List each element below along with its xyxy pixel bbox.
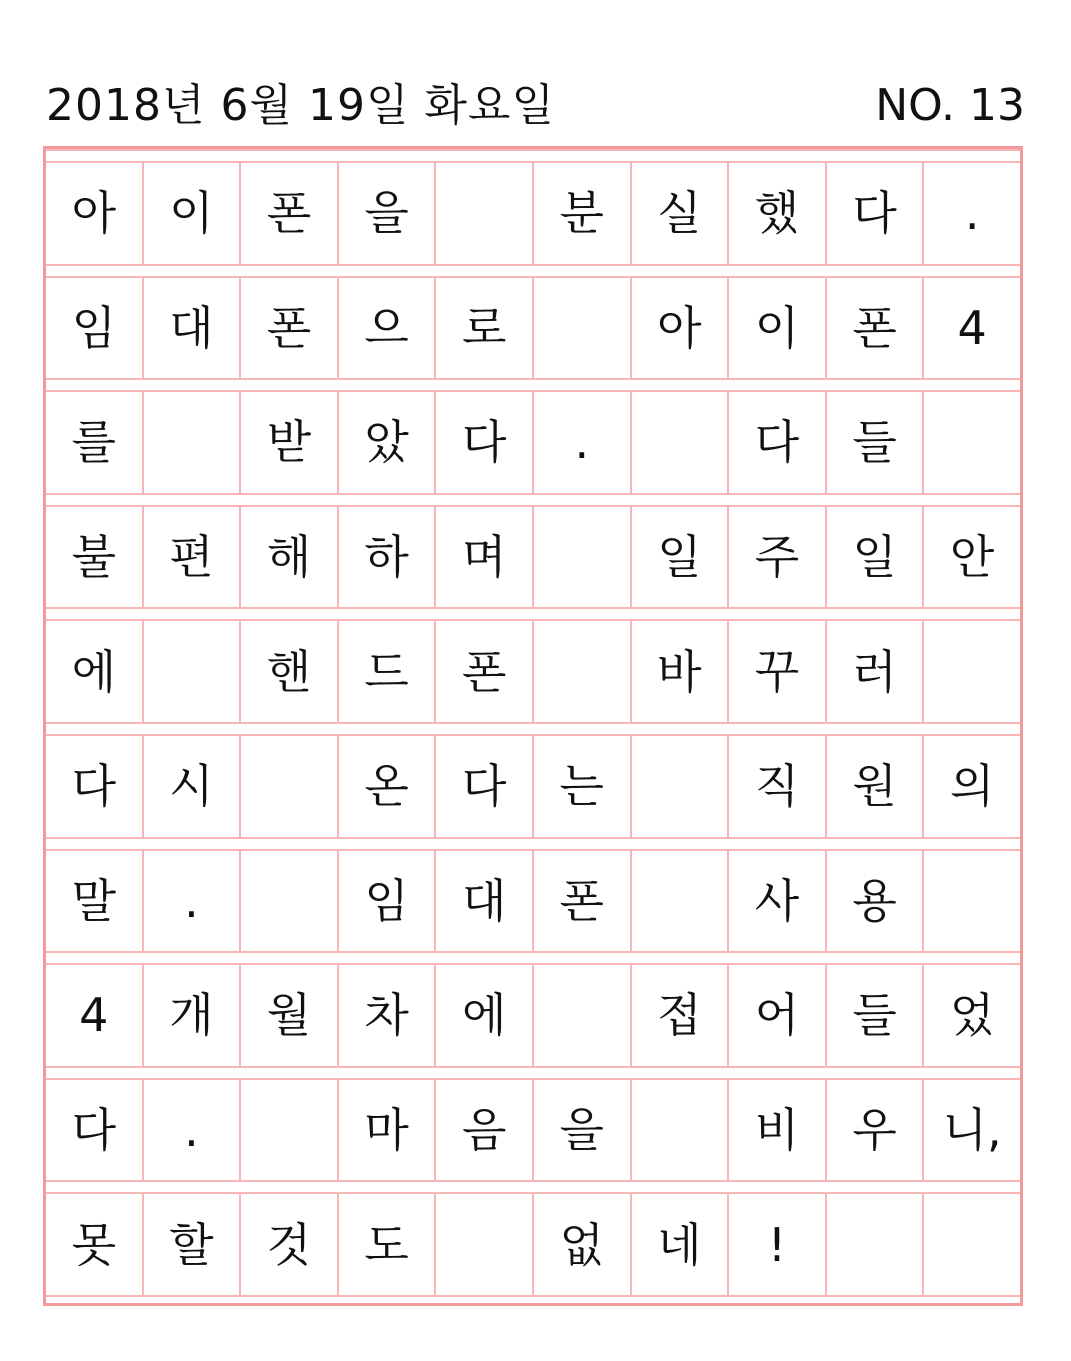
grid-cell: 월 bbox=[241, 965, 339, 1066]
row-cells bbox=[46, 736, 1020, 837]
grid-row bbox=[46, 1180, 1020, 1295]
grid-cell bbox=[241, 1080, 339, 1181]
grid-cell: 다 bbox=[827, 163, 925, 264]
grid-cell: 접 bbox=[632, 965, 730, 1066]
grid-cell: 꾸 bbox=[729, 621, 827, 722]
grid-cell: 했 bbox=[729, 163, 827, 264]
grid-cell: 드 bbox=[339, 621, 437, 722]
grid-cell: 폰 bbox=[241, 163, 339, 264]
grid-cell: 을 bbox=[339, 163, 437, 264]
row-gap bbox=[46, 722, 1020, 736]
grid-row bbox=[46, 1066, 1020, 1181]
grid-cell bbox=[144, 392, 242, 493]
grid-cell: 직 bbox=[729, 736, 827, 837]
grid-cell: ! bbox=[729, 1194, 827, 1295]
row-cells bbox=[46, 851, 1020, 952]
grid-cell: 니, bbox=[942, 1103, 1002, 1158]
grid-cell: 차 bbox=[339, 965, 437, 1066]
grid-cell bbox=[534, 507, 632, 608]
row-gap bbox=[46, 1066, 1020, 1080]
grid-cell: 마 bbox=[339, 1080, 437, 1181]
grid-cell: 할 bbox=[144, 1194, 242, 1295]
row-cells bbox=[46, 965, 1020, 1066]
grid-cell: 네 bbox=[632, 1194, 730, 1295]
grid-row bbox=[46, 607, 1020, 722]
grid-cell: 으 bbox=[339, 278, 437, 379]
grid-cell: 해 bbox=[241, 507, 339, 608]
grid-cell: 비 bbox=[729, 1080, 827, 1181]
grid-cell: 안 bbox=[949, 530, 995, 585]
grid-cell bbox=[632, 736, 730, 837]
row-cells bbox=[46, 392, 1020, 493]
grid-cell bbox=[241, 736, 339, 837]
grid-cell: 대 bbox=[436, 851, 534, 952]
grid-cell: . bbox=[964, 186, 980, 241]
grid-cell: 에 bbox=[46, 621, 144, 722]
grid-row bbox=[46, 149, 1020, 264]
grid-cell: 었 bbox=[949, 988, 995, 1043]
row-gap bbox=[46, 493, 1020, 507]
grid-cell: . bbox=[144, 851, 242, 952]
grid-cell bbox=[144, 621, 242, 722]
grid-cell: 다 bbox=[46, 1080, 144, 1181]
grid-cell: 폰 bbox=[827, 278, 925, 379]
grid-cell bbox=[827, 1194, 925, 1295]
grid-bottom-margin bbox=[46, 1295, 1020, 1303]
row-cells bbox=[46, 507, 1020, 608]
grid-cell: 받 bbox=[241, 392, 339, 493]
grid-row bbox=[46, 493, 1020, 608]
page-number: NO. 13 bbox=[875, 80, 1025, 131]
grid-cell: 용 bbox=[827, 851, 925, 952]
grid-cell: 다 bbox=[729, 392, 827, 493]
grid-cell: . bbox=[534, 392, 632, 493]
row-cells bbox=[46, 621, 1020, 722]
grid-cell: 4 bbox=[46, 965, 144, 1066]
row-gap bbox=[46, 1180, 1020, 1194]
grid-row bbox=[46, 951, 1020, 1066]
grid-cell: 다 bbox=[46, 736, 144, 837]
grid-cell: 실 bbox=[632, 163, 730, 264]
grid-cell: 아 bbox=[46, 163, 144, 264]
grid-cell: 을 bbox=[534, 1080, 632, 1181]
grid-cell: 사 bbox=[729, 851, 827, 952]
grid-cell: 음 bbox=[436, 1080, 534, 1181]
row-gap bbox=[46, 951, 1020, 965]
grid-cell: 는 bbox=[534, 736, 632, 837]
grid-cell: 폰 bbox=[534, 851, 632, 952]
grid-cell: 개 bbox=[144, 965, 242, 1066]
grid-cell: 도 bbox=[339, 1194, 437, 1295]
diary-date: 2018년 6월 19일 화요일 bbox=[46, 80, 555, 131]
grid-cell: 주 bbox=[729, 507, 827, 608]
grid-cell bbox=[534, 621, 632, 722]
grid-cell bbox=[632, 1080, 730, 1181]
grid-cell: 일 bbox=[827, 507, 925, 608]
grid-cell: 를 bbox=[46, 392, 144, 493]
grid-cell: 들 bbox=[827, 965, 925, 1066]
row-cells bbox=[46, 163, 1020, 264]
grid-cell bbox=[924, 851, 1020, 952]
grid-cell bbox=[924, 1194, 1020, 1295]
grid-row bbox=[46, 837, 1020, 952]
grid-row bbox=[46, 722, 1020, 837]
grid-cell: 편 bbox=[144, 507, 242, 608]
row-cells bbox=[46, 1080, 1020, 1181]
grid-cell: 말 bbox=[46, 851, 144, 952]
grid-cell: 불 bbox=[46, 507, 144, 608]
grid-cell: 다 bbox=[436, 736, 534, 837]
grid-cell: 없 bbox=[534, 1194, 632, 1295]
grid-cell: 임 bbox=[339, 851, 437, 952]
grid-cell: 어 bbox=[729, 965, 827, 1066]
grid-cell: 일 bbox=[632, 507, 730, 608]
grid-cell: 이 bbox=[144, 163, 242, 264]
grid-cell: 대 bbox=[144, 278, 242, 379]
grid-cell: 원 bbox=[827, 736, 925, 837]
grid-cell: 들 bbox=[827, 392, 925, 493]
row-gap bbox=[46, 149, 1020, 163]
grid-cell: 4 bbox=[957, 300, 987, 355]
grid-cell: 온 bbox=[339, 736, 437, 837]
grid-cell bbox=[924, 392, 1020, 493]
grid-cell bbox=[632, 392, 730, 493]
grid-cell: 폰 bbox=[241, 278, 339, 379]
manuscript-grid-paper bbox=[43, 146, 1023, 1306]
grid-cell: 하 bbox=[339, 507, 437, 608]
row-gap bbox=[46, 837, 1020, 851]
grid-cell: 로 bbox=[436, 278, 534, 379]
row-cells bbox=[46, 278, 1020, 379]
grid-cell bbox=[632, 851, 730, 952]
grid-cell bbox=[436, 163, 534, 264]
grid-cell: 며 bbox=[436, 507, 534, 608]
grid-row bbox=[46, 378, 1020, 493]
row-cells bbox=[46, 1194, 1020, 1295]
grid-cell: 분 bbox=[534, 163, 632, 264]
grid-cell: 것 bbox=[241, 1194, 339, 1295]
row-gap bbox=[46, 264, 1020, 278]
grid-cell: 러 bbox=[827, 621, 925, 722]
grid-cell bbox=[534, 965, 632, 1066]
grid-cell: . bbox=[144, 1080, 242, 1181]
grid-cell: 핸 bbox=[241, 621, 339, 722]
grid-cell: 바 bbox=[632, 621, 730, 722]
grid-row bbox=[46, 264, 1020, 379]
grid-cell: 다 bbox=[436, 392, 534, 493]
grid-cell: 우 bbox=[827, 1080, 925, 1181]
grid-cell: 에 bbox=[436, 965, 534, 1066]
grid-cell: 시 bbox=[144, 736, 242, 837]
grid-cell: 못 bbox=[46, 1194, 144, 1295]
grid-cell: 이 bbox=[729, 278, 827, 379]
grid-cell: 의 bbox=[949, 759, 995, 814]
grid-cell bbox=[534, 278, 632, 379]
row-gap bbox=[46, 607, 1020, 621]
grid-cell bbox=[436, 1194, 534, 1295]
grid-cell: 임 bbox=[46, 278, 144, 379]
grid-cell: 았 bbox=[339, 392, 437, 493]
grid-cell bbox=[241, 851, 339, 952]
row-gap bbox=[46, 378, 1020, 392]
grid-cell: 아 bbox=[632, 278, 730, 379]
grid-cell bbox=[924, 621, 1020, 722]
grid-cell: 폰 bbox=[436, 621, 534, 722]
